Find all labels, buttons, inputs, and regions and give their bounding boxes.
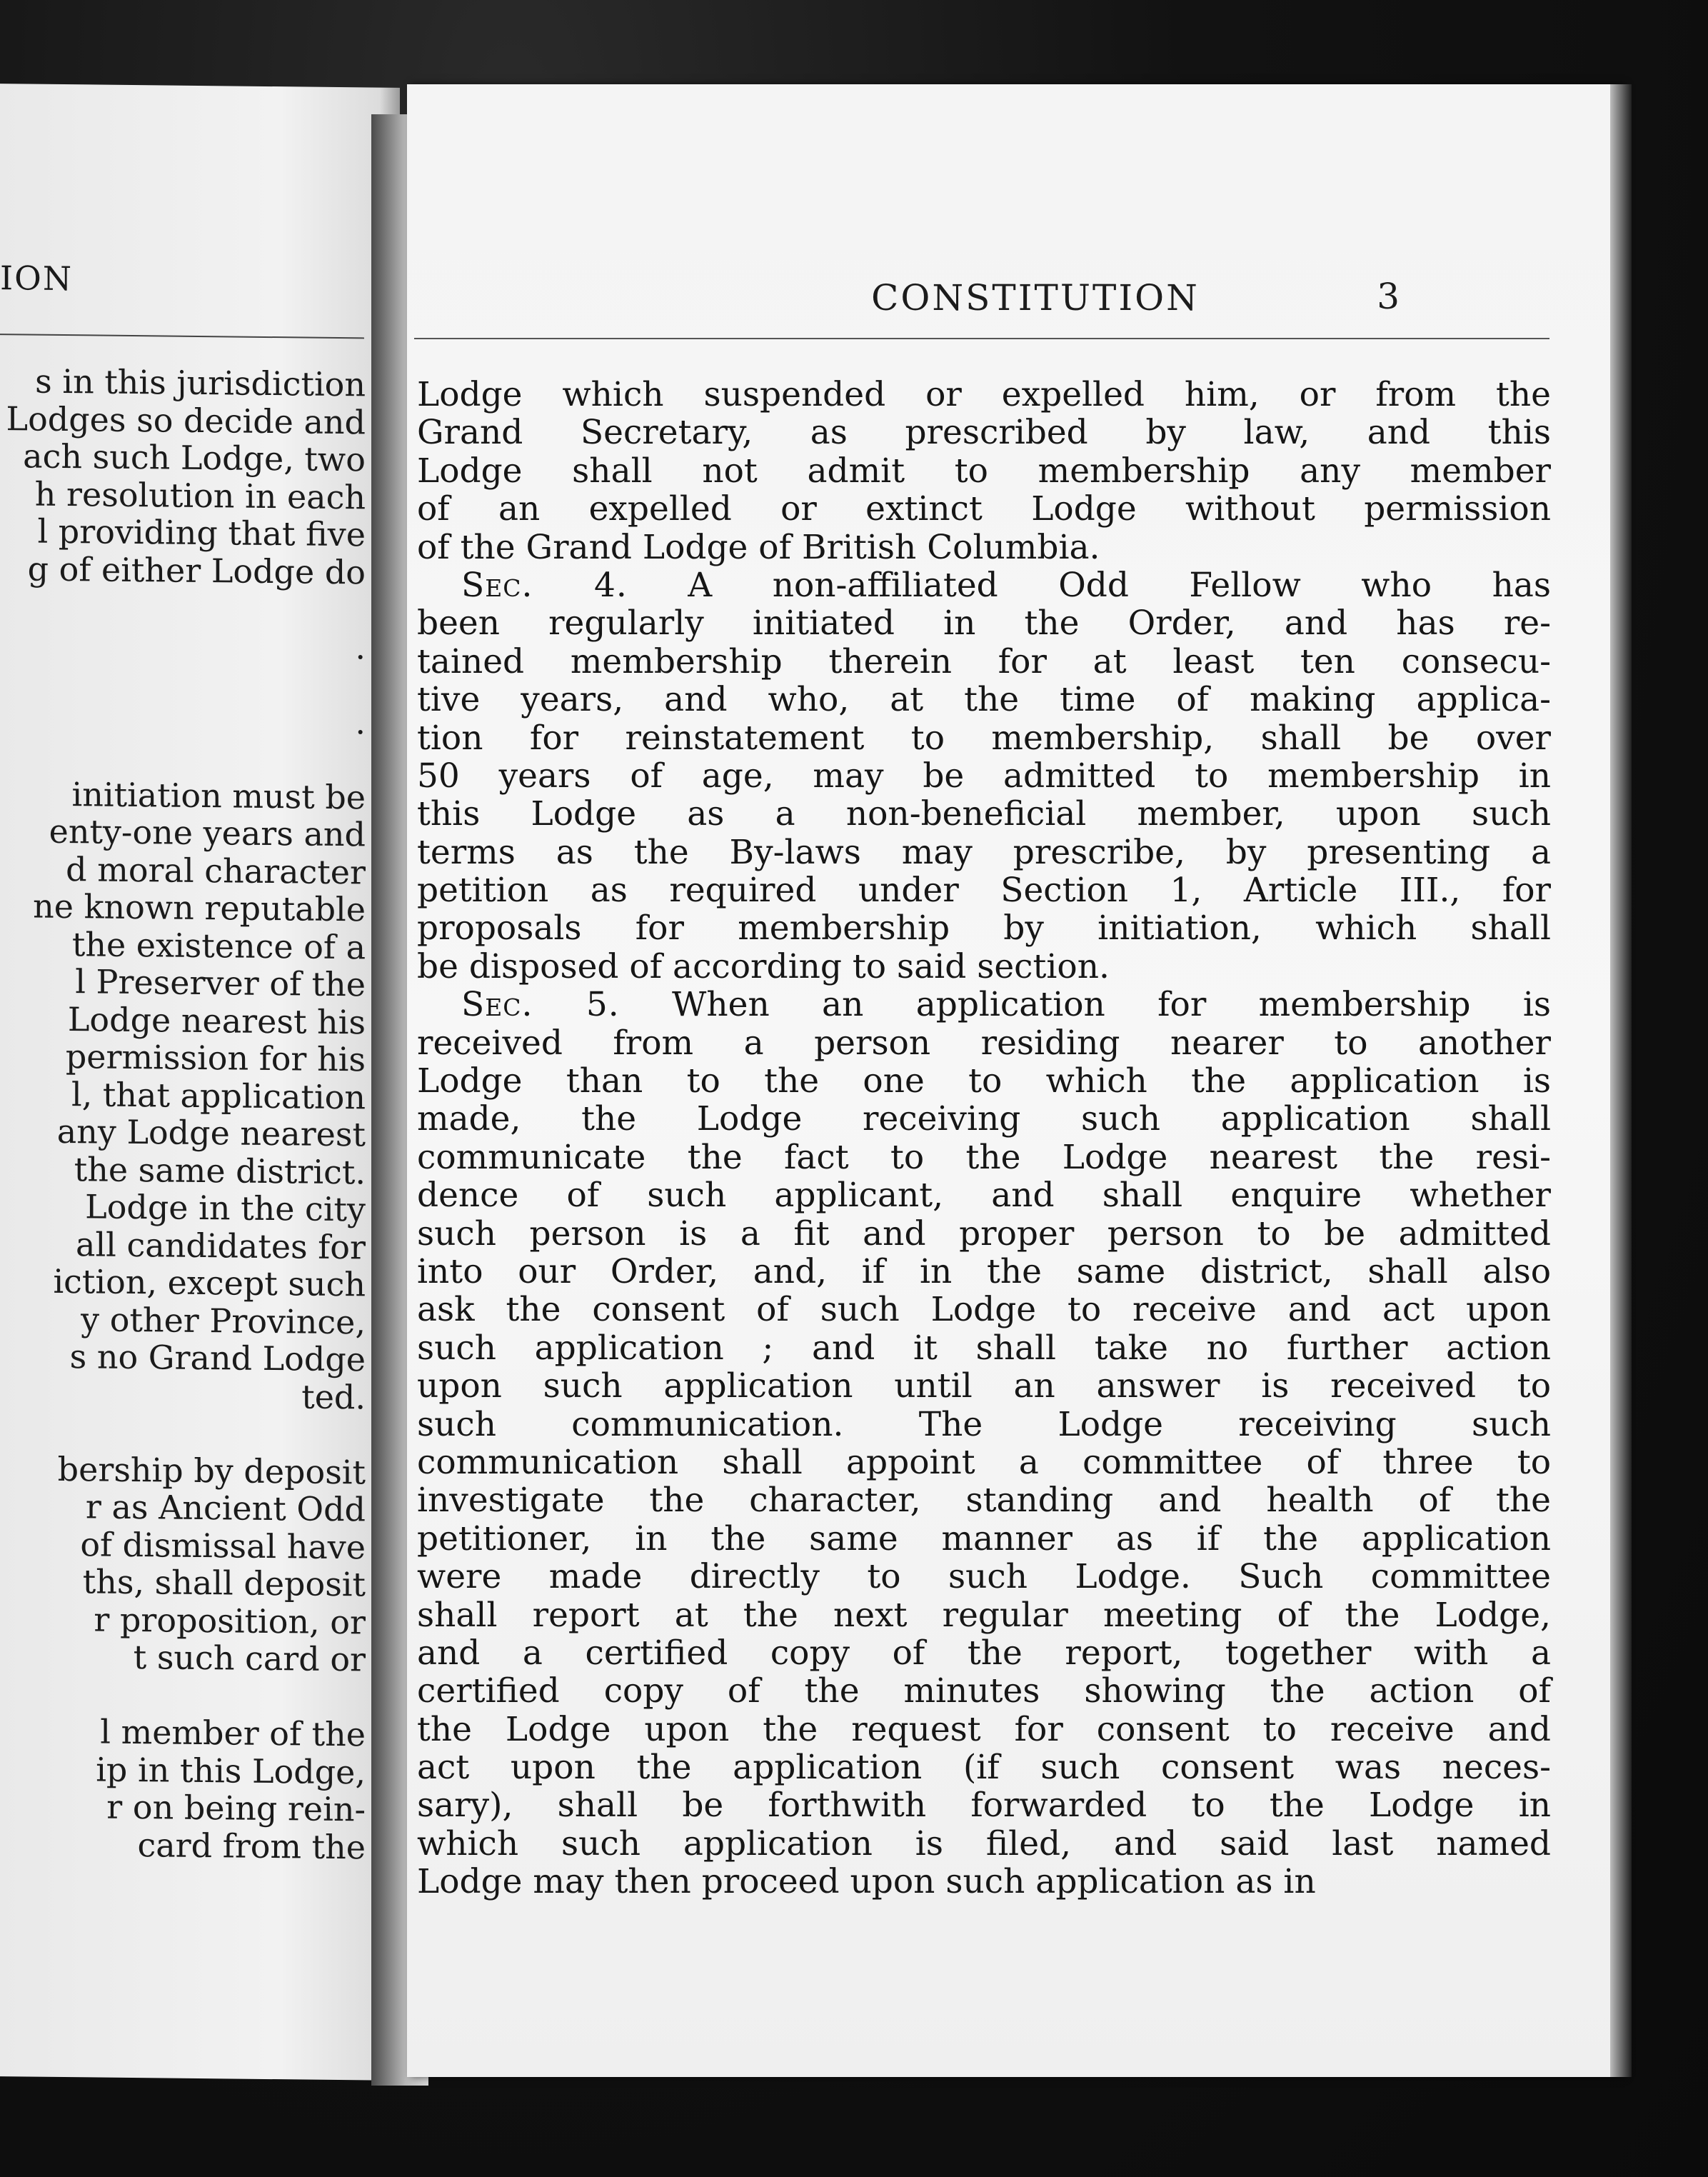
left-text-line: ted. — [301, 1376, 366, 1416]
text-line: proposals for membership by initiation, which shall — [417, 909, 1551, 949]
left-text-line: . — [355, 627, 366, 666]
text-line: were made directly to such Lodge. Such committee — [417, 1557, 1551, 1597]
running-head: CONSTITUTION — [871, 277, 1200, 319]
left-text-line: ne known reputable — [33, 886, 366, 929]
left-text-line — [0, 662, 366, 704]
left-text-line: r as Ancient Odd — [85, 1487, 366, 1529]
left-text-line: Lodge nearest his — [67, 999, 366, 1041]
left-text-line: bership by deposit — [57, 1449, 366, 1491]
text-line: certified copy of the minutes showing the action of — [417, 1671, 1551, 1711]
left-text-line: permission for his — [65, 1037, 366, 1079]
text-line: investigate the character, standing and health of the — [417, 1481, 1551, 1521]
left-text-line — [0, 1412, 366, 1453]
left-text-line: d moral character — [66, 849, 366, 891]
text-line: received from a person residing nearer to another — [417, 1023, 1551, 1063]
left-page — [0, 84, 400, 2081]
left-text-line: all candidates for — [76, 1224, 366, 1266]
left-text-line: any Lodge nearest — [56, 1111, 366, 1154]
left-text-line: g of either Lodge do — [27, 549, 366, 591]
page-edge-shadow — [1610, 84, 1632, 2077]
text-line: dence of such applicant, and shall enquire whether — [417, 1176, 1551, 1216]
text-line: communicate the fact to the Lodge nearest the resi- — [417, 1137, 1551, 1177]
text-line: Lodge shall not admit to membership any member — [417, 451, 1551, 491]
left-text-line: Lodge in the city — [85, 1187, 366, 1229]
text-line: Lodge than to the one to which the application is — [417, 1061, 1551, 1101]
section-label: Sec. 5. — [461, 985, 620, 1025]
text-line: act upon the application (if such consent was neces- — [417, 1748, 1551, 1788]
left-text-line: card from the — [137, 1825, 366, 1866]
left-running-head: ION — [0, 259, 74, 299]
left-text-line — [0, 587, 366, 629]
text-line — [417, 986, 1551, 1024]
text-line: ask the consent of such Lodge to receive and act upon — [417, 1290, 1551, 1330]
text-line: tion for reinstatement to membership, shall be over — [417, 718, 1551, 758]
line-text: When an application for membership is — [672, 985, 1551, 1025]
text-line: been regularly initiated in the Order, and has re- — [417, 604, 1551, 644]
text-line: 50 years of age, may be admitted to membership in — [417, 756, 1551, 796]
left-text-line: initiation must be — [71, 774, 366, 816]
line-text: A non-affiliated Odd Fellow who has — [688, 565, 1551, 605]
left-text-line: ip in this Lodge, — [96, 1749, 366, 1791]
text-line: such communication. The Lodge receiving such — [417, 1404, 1551, 1444]
text-line: tive years, and who, at the time of making applica- — [417, 680, 1551, 720]
text-line: and a certified copy of the report, together with a — [417, 1633, 1551, 1673]
text-line: into our Order, and, if in the same district, shall also — [417, 1251, 1551, 1291]
text-line: be disposed of according to said section. — [417, 946, 1110, 986]
left-text-line: s in this jurisdiction — [35, 361, 366, 404]
text-line: made, the Lodge receiving such application shall — [417, 1099, 1551, 1139]
right-page — [407, 84, 1621, 2077]
text-line: petitioner, in the same manner as if the application — [417, 1518, 1551, 1558]
section-label: Sec. 4. — [461, 565, 628, 605]
left-text-line: y other Province, — [81, 1299, 366, 1341]
left-text-line: Lodges so decide and — [6, 399, 366, 441]
text-line: Lodge which suspended or expelled him, or from the — [417, 375, 1551, 414]
text-line: this Lodge as a non-beneficial member, upon such — [417, 794, 1551, 834]
text-line: of an expelled or extinct Lodge without permission — [417, 489, 1551, 529]
text-line: the Lodge upon the request for consent to receive and — [417, 1709, 1551, 1749]
left-text-line: l, that application — [71, 1074, 366, 1116]
left-text-line: l member of the — [100, 1712, 366, 1754]
page-number: 3 — [1377, 276, 1400, 317]
text-line: which such application is filed, and said last named — [417, 1823, 1551, 1863]
left-text-line: l providing that five — [37, 511, 366, 554]
left-text-line: the existence of a — [71, 924, 366, 966]
text-line: terms as the By-laws may prescribe, by presenting a — [417, 832, 1551, 872]
text-line: such application ; and it shall take no further action — [417, 1328, 1551, 1368]
text-line: Lodge may then proceed upon such application as in — [417, 1862, 1316, 1902]
text-line: such person is a fit and proper person to be admitted — [417, 1213, 1551, 1253]
text-line: shall report at the next regular meeting of the Lodge, — [417, 1595, 1551, 1635]
head-rule — [414, 338, 1549, 339]
left-text-line: t such card or — [133, 1638, 366, 1679]
left-text-line: of dismissal have — [80, 1524, 366, 1566]
left-text-line: r on being rein- — [106, 1787, 366, 1829]
left-text-line: . — [355, 702, 366, 741]
left-page-text — [0, 362, 366, 1866]
left-text-line: enty-one years and — [49, 811, 366, 854]
text-line: upon such application until an answer is received to — [417, 1366, 1551, 1406]
left-text-line: l Preserver of the — [75, 962, 366, 1004]
text-line: tained membership therein for at least ten consecu- — [417, 641, 1551, 681]
text-line: communication shall appoint a committee of three to — [417, 1442, 1551, 1482]
left-text-line: h resolution in each — [34, 474, 366, 516]
left-text-line: s no Grand Lodge — [69, 1337, 366, 1379]
text-line — [417, 566, 1551, 604]
text-line: petition as required under Section 1, Article III., for — [417, 871, 1551, 911]
left-text-line: iction, except such — [53, 1261, 366, 1304]
left-text-line — [0, 1674, 366, 1716]
text-line: of the Grand Lodge of British Columbia. — [417, 527, 1100, 567]
left-text-line: ach such Lodge, two — [23, 436, 366, 479]
text-line: Grand Secretary, as prescribed by law, and this — [417, 413, 1551, 453]
left-text-line: the same district. — [74, 1149, 366, 1191]
left-text-line — [0, 737, 366, 779]
left-text-line: r proposition, or — [94, 1599, 366, 1641]
left-text-line: ths, shall deposit — [82, 1562, 366, 1604]
text-line: sary), shall be forthwith forwarded to the Lodge in — [417, 1786, 1551, 1826]
left-head-rule — [0, 334, 364, 339]
page-body-text — [417, 376, 1551, 1901]
